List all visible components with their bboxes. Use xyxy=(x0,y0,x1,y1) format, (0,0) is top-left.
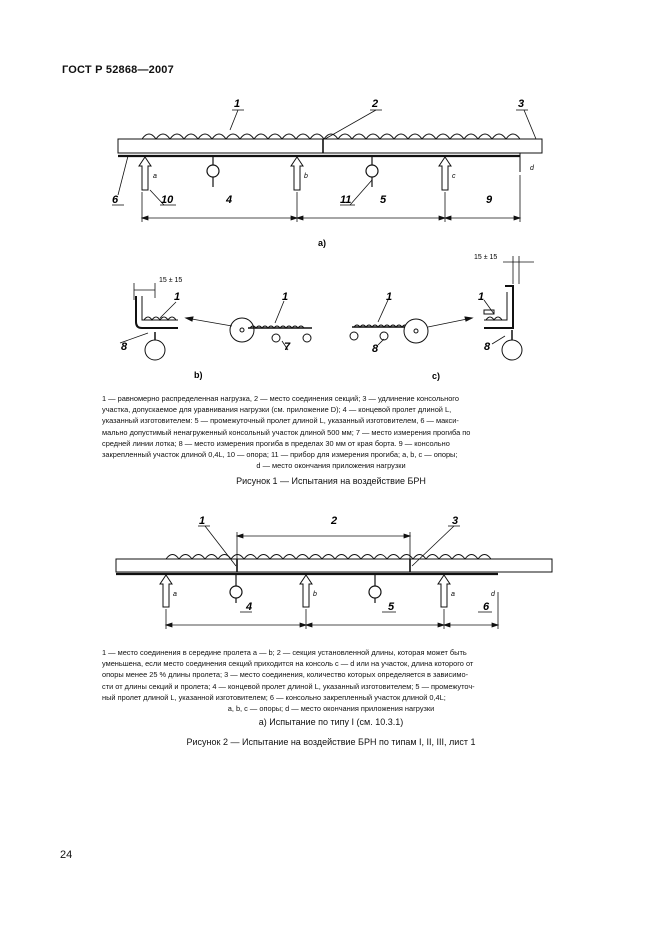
fig2-label-1: 1 xyxy=(199,515,206,527)
label-5: 5 xyxy=(380,194,387,206)
label-3: 3 xyxy=(518,98,525,110)
leaders-a xyxy=(112,110,536,205)
label-10: 10 xyxy=(161,194,174,206)
detail-b xyxy=(120,283,181,360)
fig2-label-6: 6 xyxy=(483,601,490,613)
dimension-line-a xyxy=(142,175,520,222)
fig2-label-4: 4 xyxy=(246,601,253,613)
gauges-2 xyxy=(230,575,381,603)
beam-2 xyxy=(116,559,552,574)
fig2-label-b: b xyxy=(313,591,317,598)
label-9: 9 xyxy=(486,194,493,206)
deflection-gauges-a xyxy=(207,157,378,187)
labels-2 xyxy=(173,515,496,613)
label-1-sec-c: 1 xyxy=(386,291,393,303)
dim-15-b: 15 ± 15 xyxy=(159,277,183,284)
label-8-b: 8 xyxy=(121,341,128,353)
figure-2-title: Рисунок 2 — Испытание на воздействие БРН по типам I, II, III, лист 1 xyxy=(186,737,476,747)
label-1: 1 xyxy=(234,98,241,110)
label-8-sec-c: 8 xyxy=(372,343,379,355)
label-b: b xyxy=(304,173,308,180)
section-dim-2 xyxy=(198,526,460,566)
supports-a xyxy=(139,157,451,190)
cross-section-b xyxy=(186,301,312,350)
label-6: 6 xyxy=(112,194,119,206)
supports-2 xyxy=(160,575,450,607)
label-2: 2 xyxy=(372,98,379,110)
fig2-label-3: 3 xyxy=(452,515,459,527)
figure-1-caption: 1 — равномерно распределенная нагрузка, 2 — место соединения секций; 3 — удлинение консольного участка, допускаемое для уравнивания нагрузки (см. приложение D); 4 — концевой пролет длиной L, указанный изготовителем: 5 — промежуточный пролет длиной L, указанный изготовителем, 6 — макси- мально допустимый ненагруженный консольный участок длиной 500 мм; 7 — место измерения прогиба по средней линии лотка; 8 — место измерения прогиба в пределах 30 мм от края борта. 9 — консольно закрепленный участок длиной 0,4L, 10 — опора; 11 — прибор для измерения прогиба; a, b, c — опоры; d — место окончания приложения нагрузки xyxy=(102,394,471,471)
subfigure-a-label: a) xyxy=(318,238,327,248)
label-1-b: 1 xyxy=(174,291,181,303)
page-number: 24 xyxy=(60,849,73,861)
subfigure-c-label: c) xyxy=(432,371,441,381)
label-a: a xyxy=(153,173,157,180)
figure-2-caption: 1 — место соединения в середине пролета a — b; 2 — секция установленной длины, которая может быть уменьшена, если место соединения секций приходится на консоль c — d или на участок, длина которого от опоры менее 25 % длины пролета; 3 — место соединения, количество которых определяется в зависимо- сти от длины секций и пролета; 4 — концевой пролет длиной L, указанный изготовителем; 5 — промежуточ- ный пролет длиной L, указанной изготовителем; 6 — консольно закрепленный участок длиной 0,4L; a, b, c — опоры; d — место окончания приложения нагрузки xyxy=(102,648,475,714)
fig2-label-5: 5 xyxy=(388,601,395,613)
subfigure-b-label: b) xyxy=(194,370,203,380)
label-4: 4 xyxy=(226,194,233,206)
cross-section-c xyxy=(350,300,472,345)
fig2-label-a2: a xyxy=(451,591,455,598)
load-hump xyxy=(142,134,520,139)
fig2-label-d: d xyxy=(491,591,495,598)
fig2-label-2: 2 xyxy=(331,515,338,527)
dim-line-2 xyxy=(166,592,498,629)
label-8-c: 8 xyxy=(484,341,491,353)
distributed-load-humps-2 xyxy=(166,555,491,560)
figure-2-subtitle: a) Испытание по типу I (см. 10.3.1) xyxy=(258,717,404,727)
label-d: d xyxy=(530,165,534,172)
load-hump xyxy=(166,555,491,560)
beam-a xyxy=(118,139,542,172)
label-c: c xyxy=(452,173,456,180)
label-1-c: 1 xyxy=(478,291,485,303)
label-11: 11 xyxy=(340,194,352,206)
document-header: ГОСТ Р 52868—2007 xyxy=(62,64,174,76)
figure-1-title: Рисунок 1 — Испытания на воздействие БРН xyxy=(236,476,426,486)
detail-c xyxy=(484,256,534,360)
label-7: 7 xyxy=(284,341,291,353)
fig2-label-a: a xyxy=(173,591,177,598)
label-1-sec-b: 1 xyxy=(282,291,289,303)
distributed-load-humps xyxy=(142,134,520,139)
dim-15-c: 15 ± 15 xyxy=(474,254,498,261)
